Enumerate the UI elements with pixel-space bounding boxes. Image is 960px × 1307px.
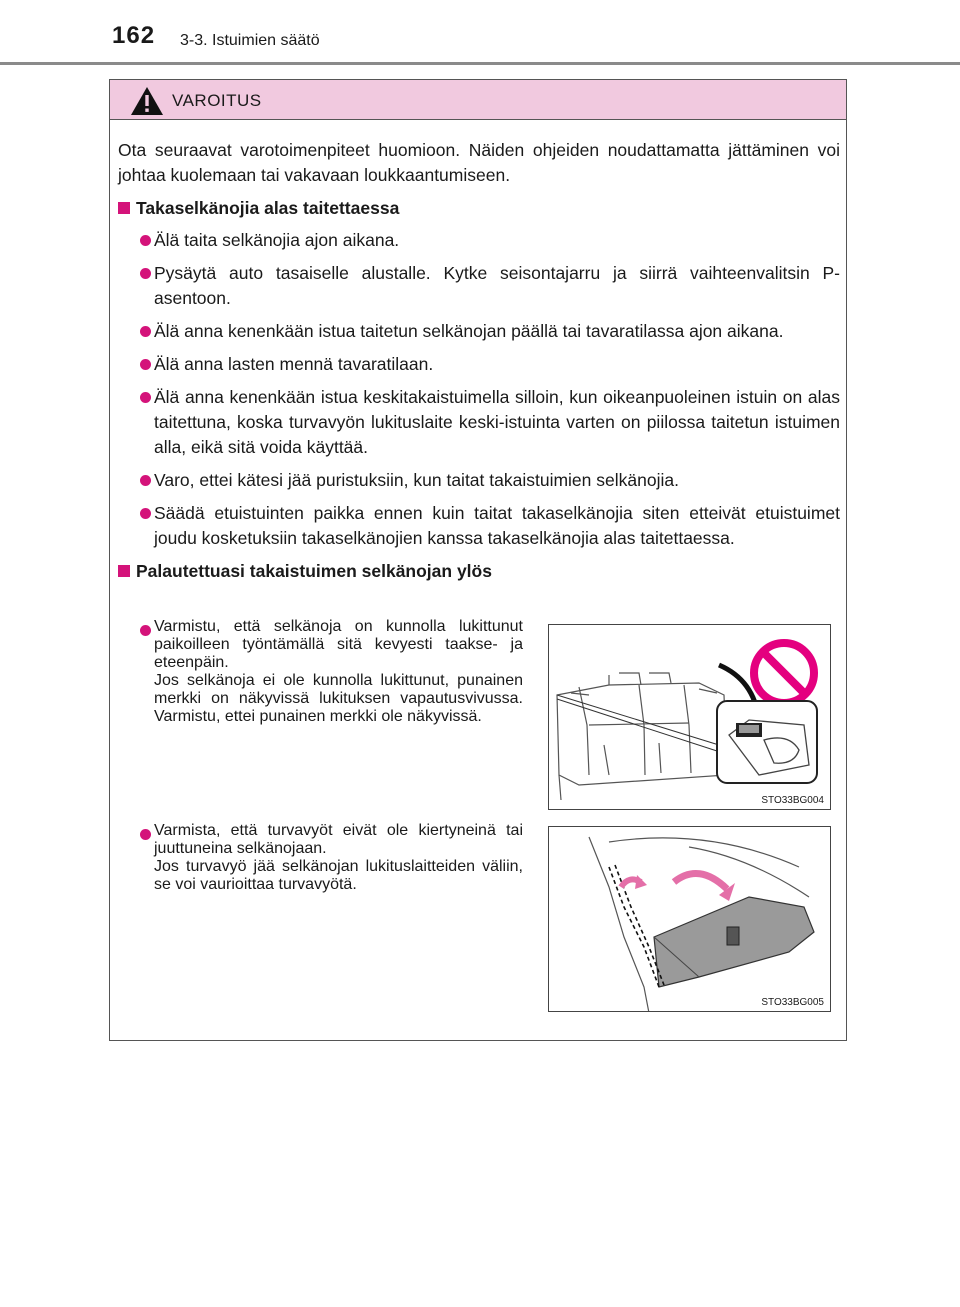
figure-seat-lock bbox=[548, 624, 831, 810]
list-item: Älä anna kenenkään istua taitetun selkänojan päällä tai tavaratilassa ajon aikana. bbox=[118, 319, 840, 344]
section-heading-return: Palautettuasi takaistuimen selkänojan ylös bbox=[118, 559, 840, 584]
header-rule bbox=[0, 62, 960, 65]
seat-lock-illustration bbox=[549, 625, 831, 810]
round-bullet-icon bbox=[140, 625, 151, 636]
round-bullet-icon bbox=[140, 268, 151, 279]
page-number: 162 bbox=[112, 22, 156, 49]
figure-code: STO33BG005 bbox=[761, 997, 824, 1008]
belt-check-row bbox=[118, 822, 840, 1008]
round-bullet-icon bbox=[140, 829, 151, 840]
section-title: 3-3. Istuimien säätö bbox=[180, 32, 320, 49]
warning-intro: Ota seuraavat varotoimenpiteet huomioon. Näiden ohjeiden noudattamatta jättäminen voi johtaa kuolemaan tai vakavaan loukkaantumiseen. bbox=[118, 140, 840, 185]
list-item: Varmista, että turvavyöt eivät ole kiertyneinä tai juuttuneina selkänojaan. Jos turvavyö jää selkänojan lukituslaitteiden väliin, se voi vaurioittaa turvavyötä. bbox=[118, 822, 523, 894]
lock-check-row bbox=[118, 618, 840, 806]
warning-label: VAROITUS bbox=[172, 91, 262, 110]
round-bullet-icon bbox=[140, 326, 151, 337]
round-bullet-icon bbox=[140, 359, 151, 370]
warning-triangle-icon bbox=[130, 86, 164, 116]
list-item: Säädä etuistuinten paikka ennen kuin taitat takaselkänojia siten etteivät etuistuimet joudu kosketuksiin takaselkänojien kanssa takaselkänojia alas taitettaessa. bbox=[118, 501, 840, 551]
round-bullet-icon bbox=[140, 235, 151, 246]
round-bullet-icon bbox=[140, 475, 151, 486]
warning-box bbox=[109, 79, 847, 1041]
round-bullet-icon bbox=[140, 508, 151, 519]
figure-seatbelt bbox=[548, 826, 831, 1012]
warning-body bbox=[118, 138, 840, 591]
list-item: Älä anna kenenkään istua keskitakaistuimella silloin, kun oikeanpuoleinen istuin on alas taitettuna, koska turvavyön lukituslaite keski-istuinta varten on piilossa taitetun istuimen alla, eikä sitä voida käyttää. bbox=[118, 385, 840, 460]
figure-code: STO33BG004 bbox=[761, 795, 824, 806]
list-item: Varmistu, että selkänoja on kunnolla lukittunut paikoilleen työntämällä sitä kevyesti taakse- ja eteenpäin. Jos selkänoja ei ole kunnolla lukittunut, punainen merkki on näkyvissä lukituksen vapautusvivussa. Varmistu, ettei punainen merkki ole näkyvissä. bbox=[118, 618, 523, 726]
seatbelt-illustration bbox=[549, 827, 831, 1012]
list-item: Älä taita selkänojia ajon aikana. bbox=[118, 228, 840, 253]
square-bullet-icon bbox=[118, 202, 130, 214]
section-heading-fold: Takaselkänojia alas taitettaessa bbox=[118, 196, 840, 221]
warning-header bbox=[110, 80, 846, 120]
list-item: Pysäytä auto tasaiselle alustalle. Kytke seisontajarru ja siirrä vaihteenvalitsin P-asentoon. bbox=[118, 261, 840, 311]
square-bullet-icon bbox=[118, 565, 130, 577]
round-bullet-icon bbox=[140, 392, 151, 403]
page-header bbox=[0, 0, 960, 66]
list-item: Älä anna lasten mennä tavaratilaan. bbox=[118, 352, 840, 377]
list-item: Varo, ettei kätesi jää puristuksiin, kun taitat takaistuimien selkänojia. bbox=[118, 468, 840, 493]
